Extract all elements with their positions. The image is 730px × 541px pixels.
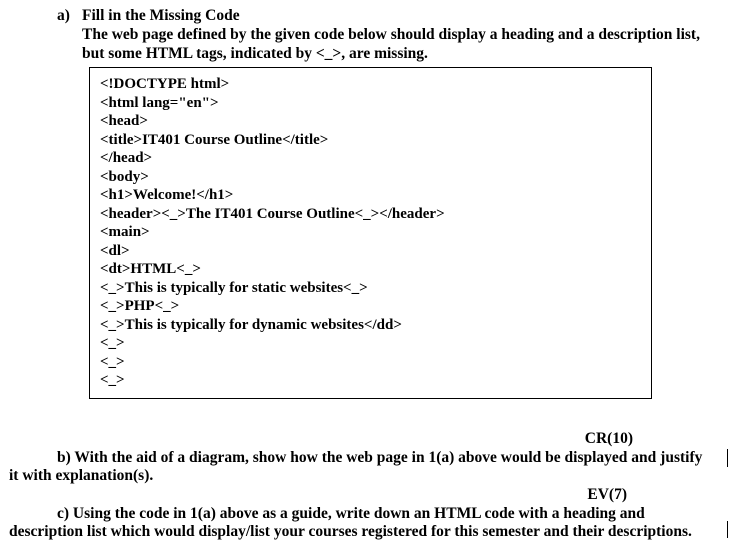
question-a-description-line-1: The web page defined by the given code below should display a heading and a description list, <box>82 26 700 43</box>
code-line: <body> <box>100 168 149 185</box>
code-line: <_>This is typically for dynamic websites</dd> <box>100 316 402 333</box>
page-edge-mark <box>727 521 728 538</box>
code-line: <head> <box>100 113 148 129</box>
code-line: <!DOCTYPE html> <box>100 76 230 92</box>
question-c-line-1: c) Using the code in 1(a) above as a guide, write down an HTML code with a heading and <box>57 505 645 522</box>
code-line: <_> <box>100 372 125 388</box>
code-line: <title>IT401 Course Outline</title> <box>100 131 329 148</box>
marks-cr-label: CR(10) <box>584 430 633 447</box>
question-a-title: Fill in the Missing Code <box>82 7 240 24</box>
question-b-line-2: it with explanation(s). <box>9 467 154 484</box>
code-line: <header><_>The IT401 Course Outline<_></header> <box>100 205 445 222</box>
question-b-line-1: b) With the aid of a diagram, show how the web page in 1(a) above would be displayed and justify <box>57 449 703 466</box>
code-listing-box <box>89 67 652 399</box>
code-line: </head> <box>100 150 153 166</box>
code-line: <_> <box>100 335 125 351</box>
code-line: <_>PHP<_> <box>100 298 180 314</box>
code-line: <h1>Welcome!</h1> <box>100 187 234 203</box>
question-a-description-line-2: but some HTML tags, indicated by <_>, are missing. <box>82 45 428 62</box>
code-line: <html lang="en"> <box>100 94 219 111</box>
marks-ev-label: EV(7) <box>587 486 627 503</box>
code-line: <dt>HTML<_> <box>100 261 201 277</box>
question-c-line-2: description list which would display/list your courses registered for this semester and their descriptions. <box>9 523 692 540</box>
code-line: <main> <box>100 224 150 240</box>
question-a-label: a) <box>57 7 70 24</box>
code-line: <_> <box>100 353 125 370</box>
page-edge-mark <box>727 449 728 467</box>
code-line: <dl> <box>100 242 130 259</box>
code-line: <_>This is typically for static websites<_> <box>100 279 368 296</box>
